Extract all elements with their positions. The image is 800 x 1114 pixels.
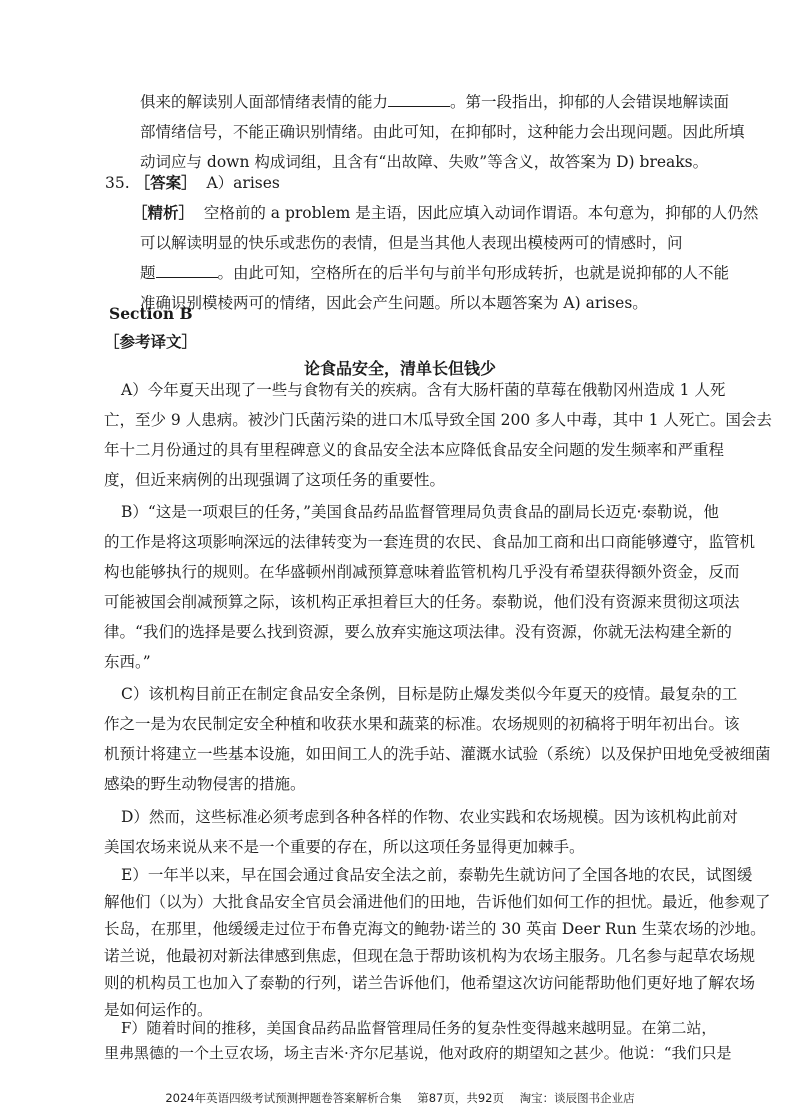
text-line: 可以解读明显的快乐或悲伤的表情，但是当其他人表现出模棱两可的情感时，问: [140, 234, 683, 252]
para-B-line: 律。“我们的选择是要么找到资源，要么放弃实施这项法律。没有资源，你就无法构建全新的: [104, 623, 732, 641]
para-E-line: 则的机构员工也加入了泰勒的行列，诺兰告诉他们，他希望这次访问能帮助他们更好地了解农场: [104, 974, 756, 992]
section-heading: Section B: [109, 304, 193, 323]
para-E-line: 解他们（以为）大批食品安全官员会涌进他们的田地，告诉他们如何工作的担忧。最近，他参观了: [104, 893, 771, 911]
analysis-tag: ［精析］: [132, 203, 195, 222]
para-B-line: 东西。”: [104, 653, 151, 671]
para-D-line: D）然而，这些标准必须考虑到各种各样的作物、农业实践和农场规模。因为该机构此前对: [121, 808, 738, 826]
para-A-line: A）今年夏天出现了一些与食物有关的疾病。含有大肠杆菌的草莓在俄勒冈州造成 1 人死: [121, 381, 726, 399]
answer-blank: [156, 263, 218, 278]
para-E-line: E）一年半以来，早在国会通过食品安全法之前，泰勒先生就访问了全国各地的农民，试图缓: [121, 866, 753, 884]
para-F-line: 里弗黑德的一个土豆农场，场主吉米·齐尔尼基说，他对政府的期望知之甚少。他说：“我们只是: [104, 1044, 732, 1062]
footer-page-number: 第87页，共92页: [417, 1091, 505, 1105]
page-footer: [0, 1090, 800, 1106]
para-C-line: 感染的野生动物侵害的措施。: [104, 775, 306, 793]
answer-blank: [388, 92, 450, 107]
text-line: 部情绪信号，不能正确识别情绪。由此可知，在抑郁时，这种能力会出现问题。因此所填: [140, 123, 745, 141]
para-A-line: 年十二月份通过的具有里程碑意义的食品安全法本应降低食品安全问题的发生频率和严重程: [104, 441, 725, 459]
para-C-line: 作之一是为农民制定安全种植和收获水果和蔬菜的标准。农场规则的初稿将于明年初出台。该: [104, 715, 740, 733]
para-B-line: 的工作是将这项影响深远的法律转变为一套连贯的农民、食品加工商和出口商能够遵守，监管机: [104, 533, 756, 551]
text-segment: 空格前的 a problem 是主语，因此应填入动词作谓语。本句意为，抑郁的人仍然: [203, 204, 759, 222]
text-line: 准确识别模棱两可的情绪，因此会产生问题。所以本题答案为 A) arises。: [140, 294, 648, 312]
para-F-line: F）随着时间的推移，美国食品药品监督管理局任务的复杂性变得越来越明显。在第二站，: [121, 1019, 717, 1037]
para-E-line: 是如何运作的。: [104, 1001, 213, 1019]
footer-shop: 淘宝：谈辰图书企业店: [519, 1091, 635, 1105]
text-line: [140, 258, 729, 289]
text-line: [140, 87, 729, 118]
question-number: 35.: [105, 174, 130, 192]
answer-tag: ［答案］: [134, 173, 197, 192]
para-B-line: 可能被国会削减预算之际，该机构正承担着巨大的任务。泰勒说，他们没有资源来贯彻这项法: [104, 593, 740, 611]
text-segment: 题: [140, 264, 156, 282]
text-segment: 。由此可知，空格所在的后半句与前半句形成转折，也就是说抑郁的人不能: [217, 264, 730, 282]
para-C-line: 机预计将建立一些基本设施，如田间工人的洗手站、灌溉水试验（系统）以及保护田地免受被细菌: [104, 745, 771, 763]
analysis-line: [132, 198, 758, 229]
para-D-line: 美国农场来说从来不是一个重要的存在，所以这项任务显得更加棘手。: [104, 838, 585, 856]
para-B-line: B）“这是一项艰巨的任务，”美国食品药品监督管理局负责食品的副局长迈克·泰勒说，他: [121, 503, 719, 521]
para-A-line: 度，但近来病例的出现强调了这项任务的重要性。: [104, 471, 446, 489]
para-A-line: 亡，至少 9 人患病。被沙门氏菌污染的进口木瓜导致全国 200 多人中毒，其中 1 人死亡。国会去: [104, 411, 772, 429]
para-E-line: 诺兰说，他最初对新法律感到焦虑，但现在急于帮助该机构为农场主服务。几名参与起草农场规: [104, 947, 756, 965]
text-segment: 俱来的解读别人面部情绪表情的能力: [140, 93, 389, 111]
article-title: 论食品安全，清单长但钱少: [303, 359, 496, 378]
para-E-line: 长岛，在那里，他缓缓走过位于布鲁克海文的鲍勃·诺兰的 30 英亩 Deer Run 生菜农场的沙地。: [104, 920, 766, 938]
footer-book-title: 2024年英语四级考试预测押题卷答案解析合集: [165, 1091, 402, 1105]
text-line: 动词应与 down 构成词组，且含有“出故障、失败”等含义，故答案为 D) breaks。: [140, 153, 709, 171]
reference-translation-tag: ［参考译文］: [104, 332, 198, 351]
text-segment: 。第一段指出，抑郁的人会错误地解读面: [450, 93, 730, 111]
para-C-line: C）该机构目前正在制定食品安全条例，目标是防止爆发类似今年夏天的疫情。最复杂的工: [121, 685, 738, 703]
para-B-line: 构也能够执行的规则。在华盛顿州削减预算意味着监管机构几乎没有希望获得额外资金，反而: [104, 563, 740, 581]
answer-value: A）arises: [206, 174, 280, 192]
question-35-answer: [105, 168, 280, 199]
